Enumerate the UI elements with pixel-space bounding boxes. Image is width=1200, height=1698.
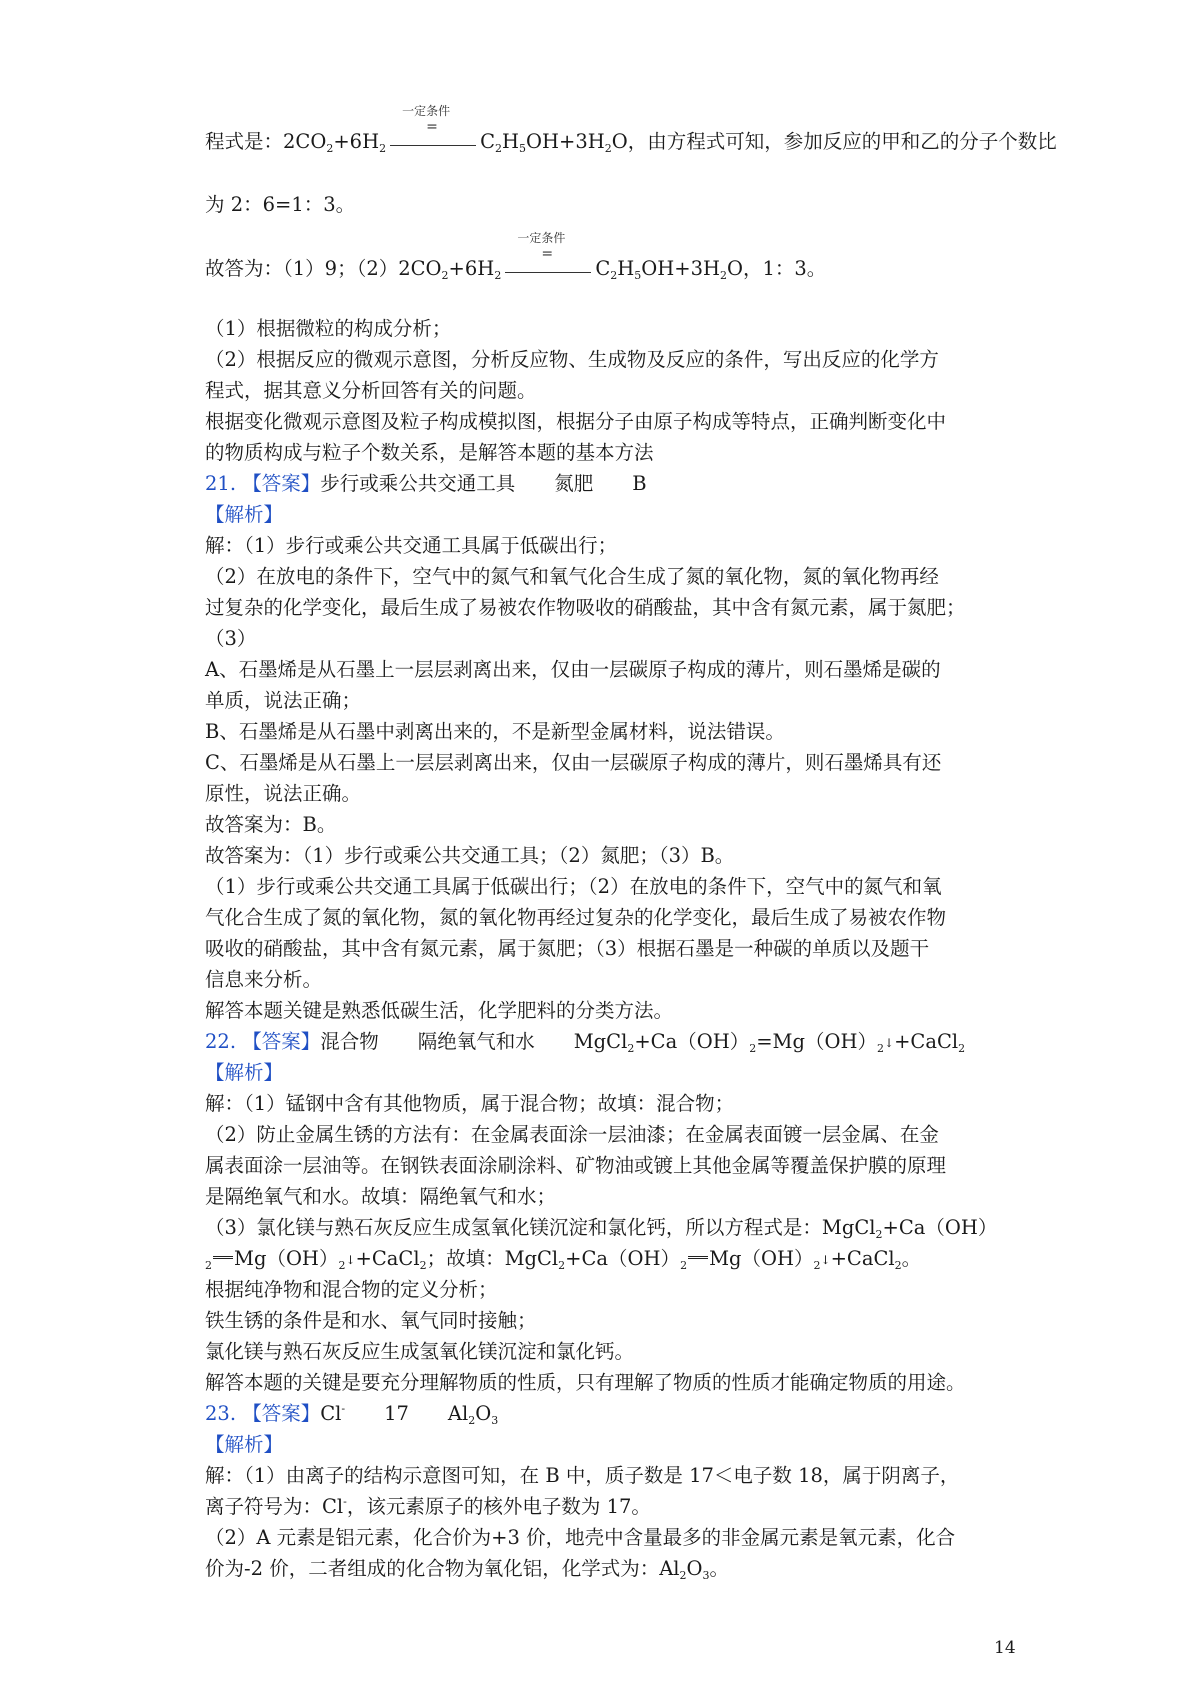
text-line: 吸收的硝酸盐，其中含有氮元素，属于氮肥；（3）根据石墨是一种碳的单质以及题干 bbox=[205, 937, 930, 960]
text-line: （2）在放电的条件下，空气中的氮气和氧气化合生成了氮的氧化物，氮的氧化物再经 bbox=[205, 565, 939, 588]
text-line: 信息来分析。 bbox=[205, 968, 323, 991]
analysis-heading: 【解析】 bbox=[205, 503, 284, 526]
text-line: 解：（1）锰钢中含有其他物质，属于混合物；故填：混合物； bbox=[205, 1092, 735, 1115]
equation-line-1: 程式是：$2CO_2+6H_2$ 一定条件 = $C_2H_5OH+3H_2O$，由方程式可知，参加反应的甲和乙的分子个数比 bbox=[205, 104, 1057, 155]
text-line: 程式，据其意义分析回答有关的问题。 bbox=[205, 379, 537, 402]
answer-22: 22. 【答案】混合物 隔绝氧气和水 $MgCl_2+Ca(OH)_2=Mg(OH)_2↓+CaCl_2$ bbox=[205, 1030, 966, 1055]
text-line: （3） bbox=[205, 627, 257, 650]
reaction-condition: 一定条件 = bbox=[505, 251, 591, 275]
analysis-heading: 【解析】 bbox=[205, 1061, 284, 1084]
text-line: 氯化镁与熟石灰反应生成氢氧化镁沉淀和氯化钙。 bbox=[205, 1340, 635, 1363]
text-line: 的物质构成与粒子个数关系，是解答本题的基本方法 bbox=[205, 441, 654, 464]
text-line: 根据变化微观示意图及粒子构成模拟图，根据分子由原子构成等特点，正确判断变化中 bbox=[205, 410, 947, 433]
answer-21: 21. 【答案】步行或乘公共交通工具 氮肥 B bbox=[205, 472, 647, 495]
text-line: 解：（1）由离子的结构示意图可知，在 B 中，质子数是 17＜电子数 18，属于阴离子， bbox=[205, 1464, 960, 1487]
equation-line-3: （3）氯化镁与熟石灰反应生成氢氧化镁沉淀和氯化钙，所以方程式是：MgCl$_2$+Ca（OH） bbox=[205, 1216, 998, 1241]
analysis-heading: 【解析】 bbox=[205, 1433, 284, 1456]
answer-23: 23. 【答案】Cl- 17 $Al_2O_3$ bbox=[205, 1402, 499, 1427]
text-line: A、石墨烯是从石墨上一层层剥离出来，仅由一层碳原子构成的薄片，则石墨烯是碳的 bbox=[205, 658, 941, 681]
text-line: 离子符号为：Cl-，该元素原子的核外电子数为 17。 bbox=[205, 1495, 651, 1518]
text-line: 过复杂的化学变化，最后生成了易被农作物吸收的硝酸盐，其中含有氮元素，属于氮肥； bbox=[205, 596, 966, 619]
text-line: （1）步行或乘公共交通工具属于低碳出行；（2）在放电的条件下，空气中的氮气和氧 bbox=[205, 875, 942, 898]
text-line: 气化合生成了氮的氧化物，氮的氧化物再经过复杂的化学变化，最后生成了易被农作物 bbox=[205, 906, 947, 929]
text-line: 原性，说法正确。 bbox=[205, 782, 362, 805]
text-line: 价为-2 价，二者组成的化合物为氧化铝，化学式为：$Al_2O_3$。 bbox=[205, 1557, 730, 1582]
text-line: （1）根据微粒的构成分析； bbox=[205, 317, 452, 340]
text-line: 为 2：6=1：3。 bbox=[205, 193, 356, 216]
answer-heading: 23. 【答案】 bbox=[205, 1402, 321, 1425]
text-line: 单质，说法正确； bbox=[205, 689, 362, 712]
text-line: 解答本题关键是熟悉低碳生活，化学肥料的分类方法。 bbox=[205, 999, 674, 1022]
text-line: 是隔绝氧气和水。故填：隔绝氧气和水； bbox=[205, 1185, 557, 1208]
text-line: C、石墨烯是从石墨上一层层剥离出来，仅由一层碳原子构成的薄片，则石墨烯具有还 bbox=[205, 751, 942, 774]
answer-heading: 21. 【答案】 bbox=[205, 472, 321, 495]
text-line: 根据纯净物和混合物的定义分析； bbox=[205, 1278, 498, 1301]
text-line: 解答本题的关键是要充分理解物质的性质，只有理解了物质的性质才能确定物质的用途。 bbox=[205, 1371, 966, 1394]
page-number: 14 bbox=[994, 1638, 1016, 1658]
equation-line-4: $_2$ $Mg(OH)_2↓+CaCl_2$；故填：$MgCl_2+Ca(OH)_2$ $Mg(OH)_2↓+CaCl_2$。 bbox=[205, 1247, 922, 1272]
text-line: 故答案为：B。 bbox=[205, 813, 337, 836]
text-line: （2）根据反应的微观示意图，分析反应物、生成物及反应的条件，写出反应的化学方 bbox=[205, 348, 939, 371]
text-line: （2）A 元素是铝元素，化合价为+3 价，地壳中含量最多的非金属元素是氧元素，化合 bbox=[205, 1526, 956, 1549]
text-line: 解：（1）步行或乘公共交通工具属于低碳出行； bbox=[205, 534, 618, 557]
text-line: 属表面涂一层油等。在钢铁表面涂刷涂料、矿物油或镀上其他金属等覆盖保护膜的原理 bbox=[205, 1154, 947, 1177]
text-line: 故答案为：（1）步行或乘公共交通工具；（2）氮肥；（3）B。 bbox=[205, 844, 735, 867]
answer-heading: 22. 【答案】 bbox=[205, 1030, 321, 1053]
reaction-condition: 一定条件 = bbox=[390, 124, 476, 148]
text-line: B、石墨烯是从石墨中剥离出来的，不是新型金属材料，说法错误。 bbox=[205, 720, 785, 743]
text-line: （2）防止金属生锈的方法有：在金属表面涂一层油漆；在金属表面镀一层金属、在金 bbox=[205, 1123, 939, 1146]
equation-line-2: 故答为：（1）9；$(2)2CO_2+6H_2$ 一定条件 = $C_2H_5OH+3H_2O$，1：3。 bbox=[205, 231, 827, 282]
text-line: 铁生锈的条件是和水、氧气同时接触； bbox=[205, 1309, 537, 1332]
